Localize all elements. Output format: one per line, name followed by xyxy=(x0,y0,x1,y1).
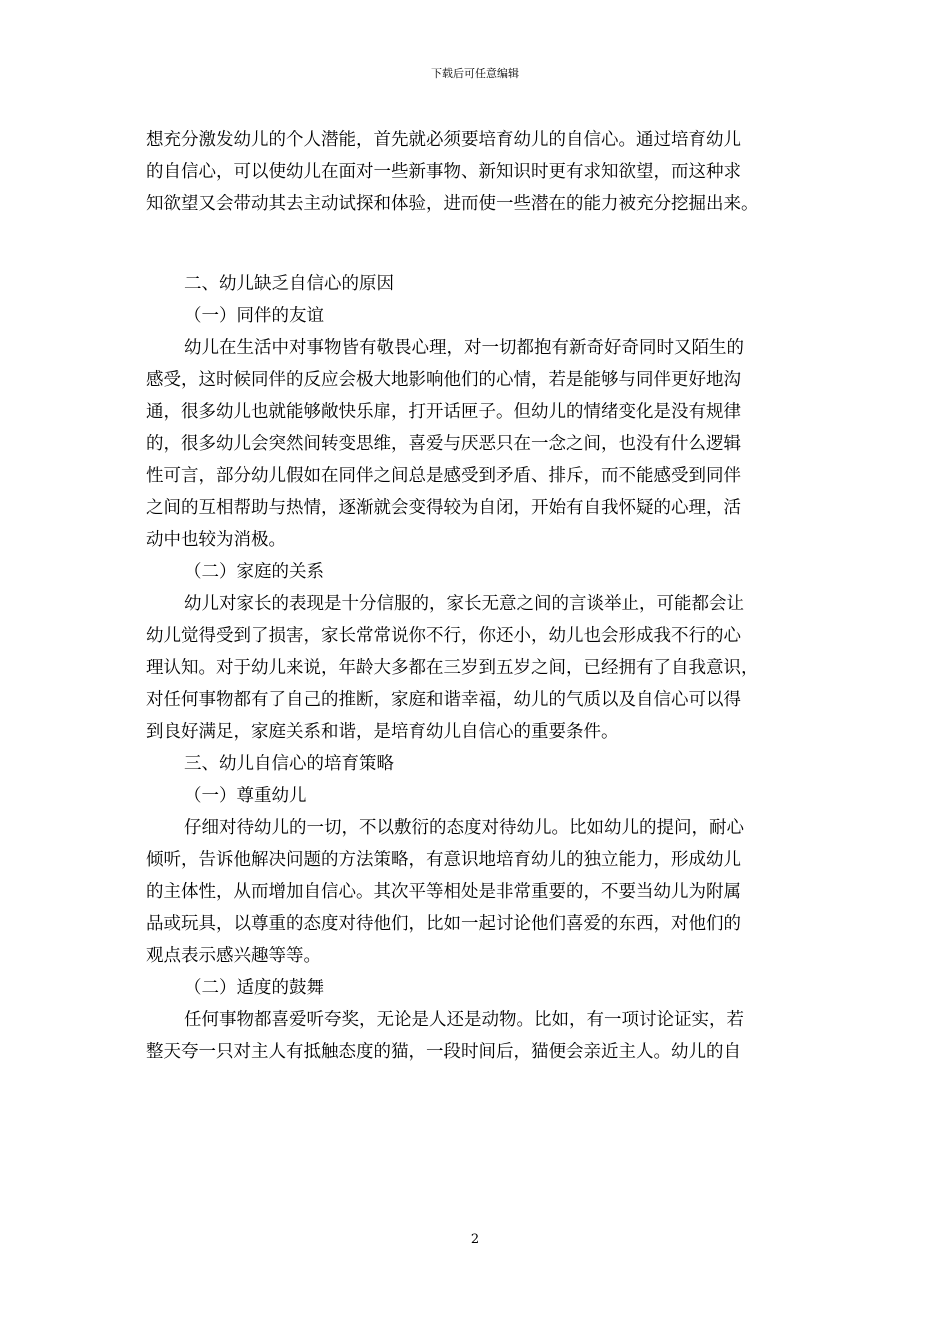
text-line: 的自信心，可以使幼儿在面对一些新事物、新知识时更有求知欲望，而这种求 xyxy=(146,162,741,182)
paragraph-family-relations xyxy=(146,588,806,748)
text-line: 之间的互相帮助与热情，逐渐就会变得较为自闭，开始有自我怀疑的心理，活 xyxy=(146,498,741,518)
text-line: 任何事物都喜爱听夸奖，无论是人还是动物。比如，有一项讨论证实，若 xyxy=(184,1010,744,1030)
paragraph-moderate-encouragement xyxy=(146,1004,806,1068)
section-heading: 三、幼儿自信心的培育策略 xyxy=(184,754,394,774)
section-heading: 二、幼儿缺乏自信心的原因 xyxy=(184,274,394,294)
paragraph-respect-children xyxy=(146,812,806,972)
text-line: 理认知。对于幼儿来说，年龄大多都在三岁到五岁之间，已经拥有了自我意识， xyxy=(146,658,759,678)
subsection-heading: （二）家庭的关系 xyxy=(184,562,324,582)
text-line: 感受，这时候同伴的反应会极大地影响他们的心情，若是能够与同伴更好地沟 xyxy=(146,370,741,390)
text-line: 幼儿觉得受到了损害，家长常常说你不行，你还小，幼儿也会形成我不行的心 xyxy=(146,626,741,646)
paragraph-gap xyxy=(146,220,806,268)
text-line: 想充分激发幼儿的个人潜能，首先就必须要培育幼儿的自信心。通过培育幼儿 xyxy=(146,130,741,150)
text-line: 整天夸一只对主人有抵触态度的猫，一段时间后，猫便会亲近主人。幼儿的自 xyxy=(146,1042,741,1062)
text-line: 幼儿对家长的表现是十分信服的，家长无意之间的言谈举止，可能都会让 xyxy=(184,594,744,614)
text-line: 到良好满足，家庭关系和谐，是培育幼儿自信心的重要条件。 xyxy=(146,722,619,742)
text-line: 的主体性，从而增加自信心。其次平等相处是非常重要的，不要当幼儿为附属 xyxy=(146,882,741,902)
text-line: 的，很多幼儿会突然间转变思维，喜爱与厌恶只在一念之间，也没有什么逻辑 xyxy=(146,434,741,454)
text-line: 倾听，告诉他解决问题的方法策略，有意识地培育幼儿的独立能力，形成幼儿 xyxy=(146,850,741,870)
text-line: 仔细对待幼儿的一切，不以敷衍的态度对待幼儿。比如幼儿的提问，耐心 xyxy=(184,818,744,838)
text-line: 通，很多幼儿也就能够敞快乐扉，打开话匣子。但幼儿的情绪变化是没有规律 xyxy=(146,402,741,422)
text-line: 动中也较为消极。 xyxy=(146,530,286,550)
text-line: 知欲望又会带动其去主动试探和体验，进而使一些潜在的能力被充分挖掘出来。 xyxy=(146,194,759,214)
document-body xyxy=(146,124,806,1068)
subsection-heading: （一）同伴的友谊 xyxy=(184,306,324,326)
paragraph-peer-friendship xyxy=(146,332,806,556)
text-line: 对任何事物都有了自己的推断，家庭和谐幸福，幼儿的气质以及自信心可以得 xyxy=(146,690,741,710)
page-number: 2 xyxy=(470,1232,480,1247)
subsection-heading: （一）尊重幼儿 xyxy=(184,786,307,806)
text-line: 幼儿在生活中对事物皆有敬畏心理，对一切都抱有新奇好奇同时又陌生的 xyxy=(184,338,744,358)
text-line: 观点表示感兴趣等等。 xyxy=(146,946,321,966)
text-line: 品或玩具，以尊重的态度对待他们，比如一起讨论他们喜爱的东西，对他们的 xyxy=(146,914,741,934)
intro-paragraph xyxy=(146,124,806,220)
subsection-heading: （二）适度的鼓舞 xyxy=(184,978,324,998)
text-line: 性可言，部分幼儿假如在同伴之间总是感受到矛盾、排斥，而不能感受到同伴 xyxy=(146,466,741,486)
page-header-note: 下载后可任意编辑 xyxy=(431,67,519,80)
